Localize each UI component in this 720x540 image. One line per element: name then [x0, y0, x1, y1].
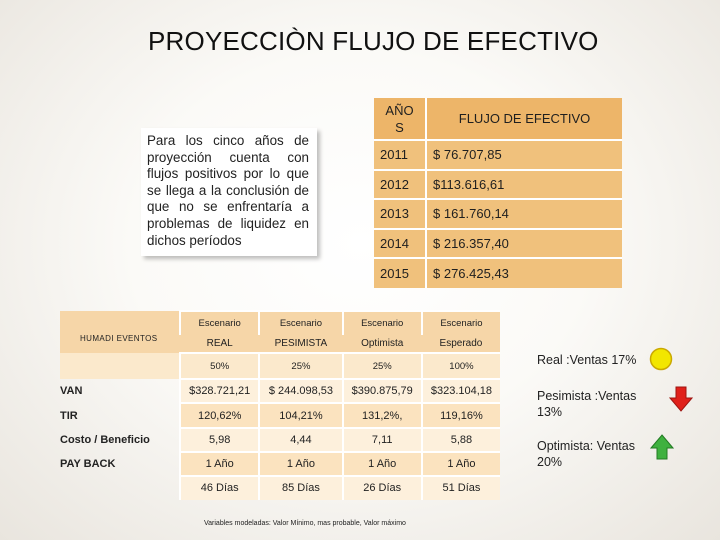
cash-flow-table — [374, 98, 622, 288]
scenario-cell: $390.875,79 — [343, 379, 422, 403]
row-label: PAY BACK — [60, 457, 116, 470]
scenario-cell: 119,16% — [422, 403, 500, 427]
row-label: Costo / Beneficio — [60, 433, 150, 446]
scenario-data-row — [60, 379, 500, 403]
cash-flow-value: $ 161.760,14 — [426, 199, 622, 229]
year-cell: 2013 — [374, 199, 426, 229]
scenario-percent-row — [60, 353, 500, 379]
scenario-cell: 5,98 — [180, 428, 259, 452]
empty-corner — [60, 311, 180, 335]
scenario-cell: $323.104,18 — [422, 379, 500, 403]
table-footnote: Variables modeladas: Valor Mínimo, mas probable, Valor máximo — [204, 520, 406, 527]
scenario-cell: 46 Días — [180, 476, 259, 500]
year-cell: 2011 — [374, 140, 426, 170]
legend-pesimista: Pesimista :Ventas 13% — [537, 389, 637, 419]
year-cell: 2014 — [374, 229, 426, 259]
scenario-cell: 85 Días — [259, 476, 342, 500]
year-cell: 2015 — [374, 258, 426, 288]
conclusion-note: Para los cinco años de proyección cuenta con flujos positivos por lo que se llega a la conclusión de que no se enfrentaría a problemas de liquidez en dichos períodos — [141, 128, 317, 256]
scenario-name: PESIMISTA — [259, 335, 342, 353]
scenario-cell: 1 Año — [180, 452, 259, 476]
row-label: TIR — [60, 409, 78, 422]
scenario-cell: 7,11 — [343, 428, 422, 452]
cash-flow-value: $113.616,61 — [426, 170, 622, 200]
scenario-cell: 5,88 — [422, 428, 500, 452]
slide-title: PROYECCIÒN FLUJO DE EFECTIVO — [148, 26, 599, 56]
legend-real: Real :Ventas 17% — [537, 353, 637, 367]
scenario-cell: 1 Año — [422, 452, 500, 476]
cash-flow-row — [374, 199, 622, 229]
scenario-data-row — [60, 403, 500, 427]
scenario-data-row — [60, 428, 500, 452]
scenario-data-row — [60, 452, 500, 476]
scenario-name: Esperado — [422, 335, 500, 353]
cash-flow-value: $ 76.707,85 — [426, 140, 622, 170]
scenario-header: Escenario — [180, 311, 259, 335]
scenario-cell: 131,2%, — [343, 403, 422, 427]
cash-flow-row — [374, 140, 622, 170]
scenario-percent: 50% — [180, 353, 259, 379]
cash-flow-row — [374, 258, 622, 288]
cash-flow-value: $ 276.425,43 — [426, 258, 622, 288]
red-down-arrow-icon — [669, 386, 693, 412]
scenario-header: Escenario — [259, 311, 342, 335]
scenario-percent: 25% — [259, 353, 342, 379]
scenario-percent: 25% — [343, 353, 422, 379]
cash-flow-row — [374, 170, 622, 200]
scenario-header: Escenario — [422, 311, 500, 335]
year-cell: 2012 — [374, 170, 426, 200]
scenario-cell: 1 Año — [259, 452, 342, 476]
scenario-header: Escenario — [343, 311, 422, 335]
green-up-arrow-icon — [650, 434, 674, 460]
scenario-cell: 26 Días — [343, 476, 422, 500]
scenario-name: Optimista — [343, 335, 422, 353]
cash-flow-header: FLUJO DE EFECTIVO — [426, 98, 622, 140]
empty-corner — [60, 353, 180, 379]
year-header-line1: AÑO — [385, 102, 414, 118]
row-label — [60, 476, 180, 500]
scenario-cell: 1 Año — [343, 452, 422, 476]
scenario-data-row — [60, 476, 500, 500]
scenario-cell: $ 244.098,53 — [259, 379, 342, 403]
cash-flow-header-row — [374, 98, 622, 140]
row-label: VAN — [60, 385, 83, 398]
scenario-cell: 51 Días — [422, 476, 500, 500]
scenario-header-row — [60, 311, 500, 335]
year-header-line2: S — [395, 119, 404, 135]
scenario-cell: 120,62% — [180, 403, 259, 427]
scenario-cell: $328.721,21 — [180, 379, 259, 403]
scenario-cell: 4,44 — [259, 428, 342, 452]
year-header — [374, 98, 426, 140]
yellow-circle-icon — [648, 346, 674, 372]
row-header-label: HUMADI EVENTOS — [80, 334, 158, 343]
scenario-name: REAL — [180, 335, 259, 353]
cash-flow-value: $ 216.357,40 — [426, 229, 622, 259]
legend-optimista: Optimista: Ventas 20% — [537, 439, 635, 469]
scenario-percent: 100% — [422, 353, 500, 379]
cash-flow-row — [374, 229, 622, 259]
scenario-cell: 104,21% — [259, 403, 342, 427]
